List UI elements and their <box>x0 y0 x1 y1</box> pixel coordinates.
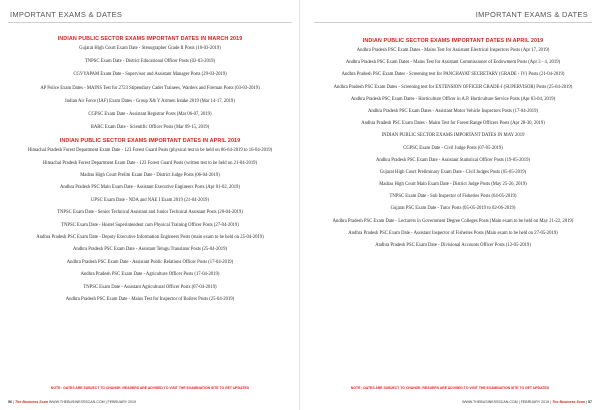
exam-entry: Andhra Pradesh PSC Exam Date - Lecturers in Government Degree Colleges Posts (Main exam to be held on May 21-22, 2019) <box>332 218 574 224</box>
exam-entry: CGVYAPAM Exam Date - Supervisor and Assistant Manager Posts (29-03-2019) <box>73 72 227 78</box>
page-footer: 56 | The Business Scan WWW.THEBUSINESSSCAN.COM | FEBRUARY 2019 <box>8 400 136 404</box>
section-title-march: INDIAN PUBLIC SECTOR EXAMS IMPORTANT DATES IN MARCH 2019 <box>57 36 243 42</box>
exam-entry: Andhra Pradesh PSC Exam Dates - Mains Test for Assistant Electrical Inspectors Posts (Apr 17, 2019) <box>356 48 550 53</box>
exam-entry: TNPSC Exam Date - Sub Inspector of Fisheries Posts (04-05-2019) <box>389 194 517 200</box>
exam-entry: Andhra Pradesh PSC Exam Dates - Mains Test for Forest Range Officers Posts (Apr 28-30, 2019) <box>361 121 545 127</box>
exam-entry: TNPSC Exam Date - Assistant Agricultural Officer Posts (07-04-2019) <box>83 284 217 290</box>
footer-text: WWW.THEBUSINESSSCAN.COM | FEBRUARY 2019 <box>462 400 550 404</box>
exam-entry: Gujarat High Court Preliminary Exam Date - Civil Judges Posts (05-05-2019) <box>379 169 527 175</box>
header-divider <box>8 22 292 23</box>
exam-entry: INDIAN PUBLIC SECTOR EXAMS IMPORTANT DATES IN MAY 2019 <box>381 133 525 139</box>
left-content <box>0 36 300 309</box>
exam-entry: Indian Air Force (IAF) Exam Dates - Group X& Y Airmen Intake 2019 (Mar 14-17, 2019) <box>65 98 235 104</box>
exam-entry: Andhra Pradesh PSC Exam Date - Assistant Statistical Officer Posts (19-05-2019) <box>375 157 531 163</box>
disclaimer-note: NOTE : DATES ARE SUBJECT TO CHANGE. READERS ARE ADVISED TO VISIT THE EXAMINATION SITE TO GET UPDATED <box>50 386 250 390</box>
exam-entry: Andhra Pradesh PSC Main Exam Date - Assistant Executive Engineers Posts (Apr 01-02, 2019) <box>60 185 240 191</box>
brand-logo: The Business Scan <box>552 400 586 404</box>
exam-entry: Himachal Pradesh Forest Department Exam Date - 123 Forest Guard Posts (written test to be held on 21-04-2019) <box>42 160 258 166</box>
section-title-april: INDIAN PUBLIC SECTOR EXAMS IMPORTANT DATES IN APRIL 2019 <box>59 138 241 145</box>
right-content <box>300 38 600 255</box>
exam-entry: Gujarat PSC Exam Date - Tutor Posts (05-05-2019 to 02-06-2019) <box>390 206 516 212</box>
exam-entry: Himachal Pradesh Forest Department Exam Date - 123 Forest Guard Posts (physical test to be held on 06-04-2019 to 16-04-2019) <box>27 148 273 154</box>
exam-entry: UPSC Exam Date - NDA and NAE I Exam 2019 (21-04-2019) <box>91 197 209 203</box>
exam-entry: Andhra Pradesh PSC Exam Dates - Horticulture Officer in A.P. Horticulture Service Posts (Apr 03-04, 2019) <box>350 96 556 102</box>
header-divider <box>314 22 592 23</box>
march-entries-list <box>12 46 288 131</box>
exam-entry: Andhra Pradesh PSC Exam Date - Agriculture Officer Posts (17-04-2019) <box>80 272 220 278</box>
footer-text: WWW.THEBUSINESSSCAN.COM | FEBRUARY 2019 <box>48 400 136 404</box>
exam-entry: TNPSC Exam Date - Senior Technical Assistant and Junior Technical Assistant Posts (20-04-2019) <box>57 210 243 216</box>
exam-entry: CGPSC Exam Date - Assistant Registrar Posts (Mar 06-07, 2019) <box>88 111 212 117</box>
exam-entry: TNPSC Exam Date - District Educational Officer Posts (02-03-2019) <box>84 59 216 65</box>
page-footer: WWW.THEBUSINESSSCAN.COM | FEBRUARY 2019 | The Business Scan | 57 <box>462 400 592 404</box>
april-entries-list <box>12 148 288 302</box>
right-page <box>300 0 600 410</box>
exam-entry: Andhra Pradesh PSC Exam Date - Assistant Inspector of Fisheries Posts (Main exam to be held on 27-05-2019) <box>348 230 558 236</box>
exam-entry: Madras High Court Main Exam Date - District Judge Posts (May 25-26, 2019) <box>379 182 527 188</box>
exam-entry: Gujarat High Court Exam Date - Stenographer Grade II Posts (10-03-2019) <box>79 46 221 51</box>
page-number: 57 <box>588 400 592 404</box>
section-title-april: INDIAN PUBLIC SECTOR EXAMS IMPORTANT DATES IN APRIL 2019 <box>362 38 544 44</box>
exam-entry: Andhra Pradesh PSC Exam Dates - Assistant Motor Vehicle Inspectors Posts (17-04-2019) <box>367 108 539 114</box>
exam-entry: Andhra Pradesh PSC Exam Dates - Screening test for EXTENSION OFFICER GRADE-I (SUPERVISOR) Posts (25-04-2019) <box>333 84 573 90</box>
exam-entry: Andhra Pradesh PSC Exam Date - Divisional Accounts Officer Posts (12-05-2019) <box>375 243 531 248</box>
exam-entry: Andhra Pradesh PSC Exam Date - Assistant Telugu Translator Posts (25-04-2019) <box>72 247 227 253</box>
exam-entry: TNPSC Exam Date - Hostel Superintendent cum Physical Training Officer Posts (27-04-2019) <box>61 222 239 228</box>
exam-entry: Andhra Pradesh PSC Exam Date - Deputy Executive Information Engineers Posts (main exam to be held on 25-04-2019) <box>36 235 264 241</box>
entries-list <box>318 48 588 249</box>
brand-logo: The Business Scan <box>14 400 48 404</box>
exam-entry: CGPSC Exam Date - Civil Judge Posts (07-05-2019) <box>403 145 503 151</box>
page-number: 56 <box>8 400 12 404</box>
exam-entry: Andhra Pradesh PSC Exam Dates - Mains Test for Assistant Commissioner of Endowment Posts (Apr 3 - 4, 2019) <box>345 60 561 66</box>
page-header: IMPORTANT EXAMS & DATES <box>475 10 588 19</box>
page-header: IMPORTANT EXAMS & DATES <box>10 10 123 19</box>
exam-entry: Andhra Pradesh PSC Exam Dates - Screening test for PANCHAYAT SECRETARY (GRADE - IV) Posts (21-04-2019) <box>341 72 565 78</box>
exam-entry: AP Police Exam Dates - MAINS Test for 2723 Stipendiary Cadet Trainees, Warders and Fireman Posts (03-03-2019) <box>40 85 260 91</box>
exam-entry: Madras High Court Prelim Exam Date - District Judge Posts (06-04-2019) <box>80 173 220 179</box>
exam-entry: Andhra Pradesh PSC Exam Date - Assistant Public Relations Officer Posts (17-04-2019) <box>66 259 234 265</box>
exam-entry: Andhra Pradesh PSC Exam Date - Mains Test for Inspector of Boilers Posts (25-04-2019) <box>65 297 235 302</box>
disclaimer-note: NOTE : DATES ARE SUBJECT TO CHANGE. READERS ARE ADVISED TO VISIT THE EXAMINATION SITE TO GET UPDATED <box>350 386 550 390</box>
exam-entry: BARC Exam Date - Scientific Officer Posts (Mar 09-15, 2019) <box>90 125 210 131</box>
